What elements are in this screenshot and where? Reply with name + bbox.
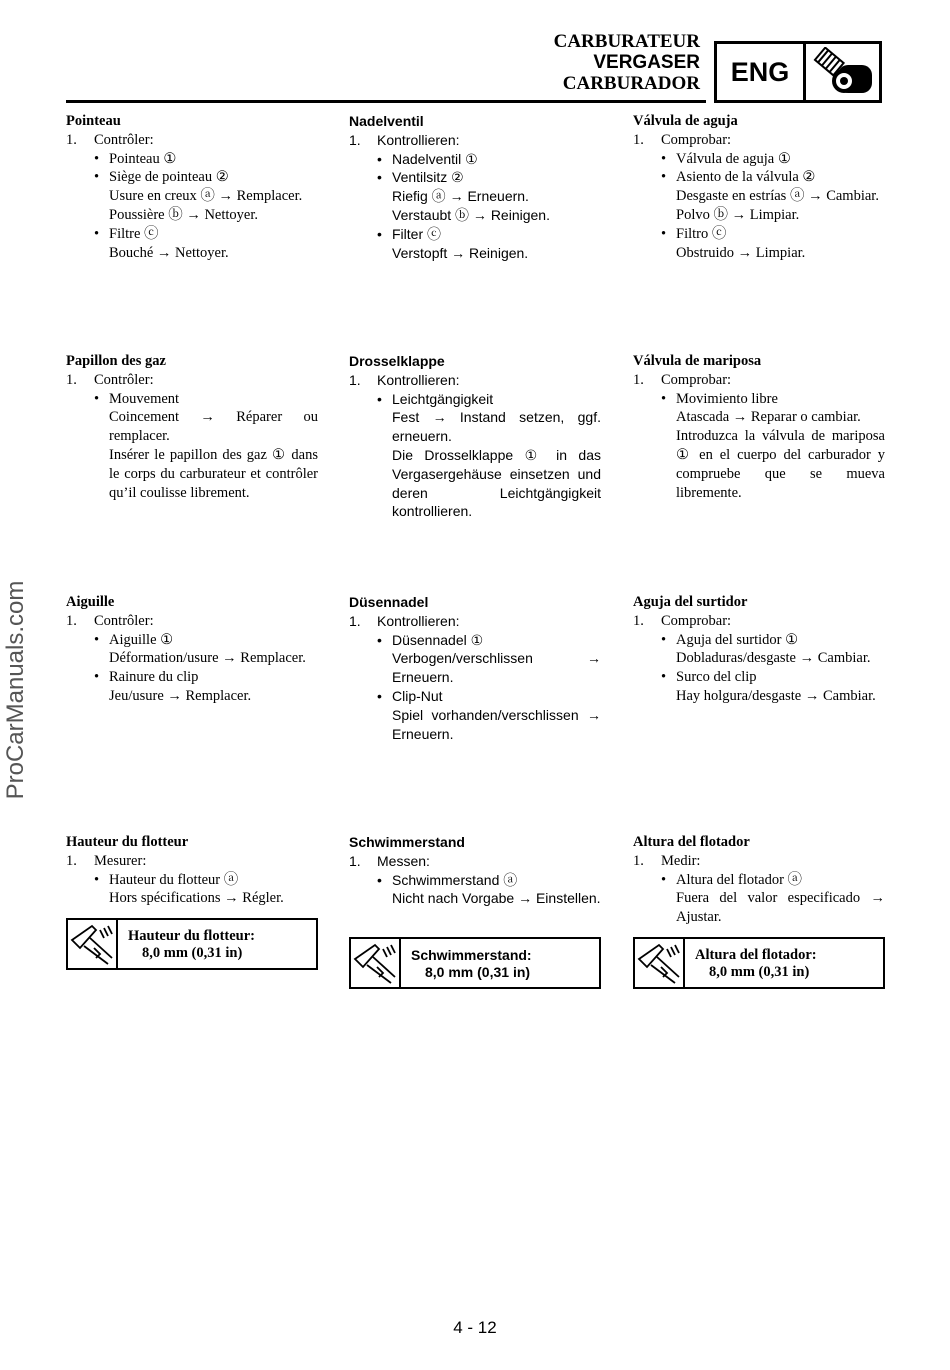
section-needle-valve: [633, 112, 885, 262]
step: 1. Contrôler:: [66, 371, 154, 388]
spec-box: [633, 937, 885, 989]
page-number: 4 - 12: [453, 1318, 497, 1337]
caliper-icon: [635, 939, 685, 987]
bullet-item: • Asiento de la válvula ②: [661, 169, 816, 186]
section-title: Altura del flotador: [633, 834, 750, 850]
detail-line: Verstaubt ⓑ → Reinigen.: [392, 206, 550, 223]
bullet-item: • Rainure du clip: [94, 669, 199, 686]
bullet-item: • Válvula de aguja ①: [661, 150, 791, 167]
section-title: Aiguille: [66, 594, 115, 610]
detail-line: Nicht nach Vorgabe → Einstellen.: [392, 890, 601, 907]
eng-badge: [714, 41, 882, 103]
section-title: Schwimmerstand: [349, 834, 465, 850]
detail-line: Insérer le papillon des gaz ① dans le corps du carburateur et contrôler qu’il coulisse librement.: [109, 446, 318, 501]
bullet-item: • Ventilsitz ②: [377, 169, 464, 186]
section-jet-needle: [633, 593, 885, 706]
detail-line: Hay holgura/desgaste → Cambiar.: [676, 687, 876, 704]
detail-line: Polvo ⓑ → Limpiar.: [676, 206, 800, 223]
bullet-item: • Mouvement: [94, 390, 180, 407]
detail-line: Bouché → Nettoyer.: [109, 244, 229, 261]
section-titles: [554, 31, 700, 94]
eng-label: ENG: [717, 44, 806, 100]
bullet-item: • Aiguille ①: [94, 631, 174, 648]
section-jet-needle: [349, 593, 601, 743]
bullet-item: • Siège de pointeau ②: [94, 169, 229, 186]
bullet-item: • Pointeau ①: [94, 150, 177, 167]
section-float-height: [633, 833, 885, 927]
detail-line: Atascada → Reparar o cambiar.: [676, 409, 861, 426]
detail-line: Fuera del valor especificado → Ajustar.: [676, 890, 885, 926]
detail-line: Coincement → Réparer ou remplacer.: [109, 409, 318, 445]
section-needle-valve: [349, 112, 601, 262]
bullet-item: • Hauteur du flotteur ⓐ: [94, 871, 239, 888]
step: 1. Messen:: [349, 852, 430, 869]
section-throttle: [66, 352, 318, 502]
caliper-icon: [351, 939, 401, 987]
section-float-height: [66, 833, 318, 908]
step: 1. Kontrollieren:: [349, 612, 460, 629]
bullet-item: • Movimiento libre: [661, 390, 778, 407]
caliper-icon: [68, 920, 118, 968]
spec-label: Altura del flotador:: [695, 947, 817, 963]
step: 1. Comprobar:: [633, 131, 732, 148]
step: 1. Mesurer:: [66, 852, 147, 869]
bullet-item: • Filtre ⓒ: [94, 225, 159, 242]
section-float-height: [349, 833, 601, 908]
detail-line: Poussière ⓑ → Nettoyer.: [109, 206, 259, 223]
step: 1. Comprobar:: [633, 612, 732, 629]
section-title: Nadelventil: [349, 113, 424, 129]
step: 1. Kontrollieren:: [349, 131, 460, 148]
step: 1. Medir:: [633, 852, 701, 869]
spec-value: 8,0 mm (0,31 in): [142, 945, 243, 961]
section-throttle: [633, 352, 885, 502]
section-title: Pointeau: [66, 113, 121, 129]
bullet-item: • Surco del clip: [661, 669, 757, 686]
detail-line: Fest → Instand setzen, ggf. erneuern.: [392, 409, 601, 445]
bullet-item: • Nadelventil ①: [377, 150, 478, 167]
bullet-item: • Schwimmerstand ⓐ: [377, 871, 518, 888]
section-title: Válvula de mariposa: [633, 353, 762, 369]
detail-line: Jeu/usure → Remplacer.: [109, 687, 252, 704]
section-jet-needle: [66, 593, 318, 706]
detail-line: Déformation/usure → Remplacer.: [109, 650, 306, 667]
spec-text: [118, 920, 255, 968]
detail-line: Obstruido → Limpiar.: [676, 244, 806, 261]
title-de: VERGASER: [593, 52, 700, 73]
detail-line: Verstopft → Reinigen.: [392, 244, 529, 261]
section-title: Drosselklappe: [349, 353, 445, 369]
bullet-item: • Filter ⓒ: [377, 225, 441, 242]
spec-value: 8,0 mm (0,31 in): [425, 964, 531, 980]
bullet-item: • Düsennadel ①: [377, 631, 484, 648]
spec-box: [66, 918, 318, 970]
title-es: CARBURADOR: [562, 73, 700, 94]
step: 1. Contrôler:: [66, 131, 154, 148]
section-title: Hauteur du flotteur: [66, 834, 189, 850]
bullet-item: • Aguja del surtidor ①: [661, 631, 799, 648]
step: 1. Comprobar:: [633, 371, 732, 388]
section-throttle: [349, 352, 601, 521]
section-title: Papillon des gaz: [66, 353, 166, 369]
detail-line: Spiel vorhanden/verschlissen → Erneuern.: [392, 706, 601, 742]
spec-text: [685, 939, 817, 987]
section-needle-valve: [66, 112, 318, 262]
detail-line: Verbogen/verschlissen → Erneuern.: [392, 650, 601, 686]
section-title: Válvula de aguja: [633, 113, 738, 129]
spec-text: [401, 939, 532, 987]
step: 1. Kontrollieren:: [349, 371, 460, 388]
detail-line: Usure en creux ⓐ → Remplacer.: [109, 188, 303, 205]
detail-line: Die Drosselklappe ① in das Vergasergehäuse einsetzen und deren Leichtgängigkeit kontrollieren.: [392, 446, 601, 520]
watermark-text: ProCarManuals.com: [2, 580, 29, 800]
spec-value: 8,0 mm (0,31 in): [709, 964, 810, 980]
bullet-item: • Clip-Nut: [377, 687, 443, 704]
detail-line: Dobladuras/desgaste → Cambiar.: [676, 650, 871, 667]
title-fr: CARBURATEUR: [553, 31, 700, 52]
step: 1. Contrôler:: [66, 612, 154, 629]
spec-box: [349, 937, 601, 989]
section-title: Düsennadel: [349, 594, 429, 610]
detail-line: Hors spécifications → Régler.: [109, 890, 284, 907]
detail-line: Desgaste en estrías ⓐ → Cambiar.: [676, 188, 879, 205]
detail-line: Riefig ⓐ → Erneuern.: [392, 188, 529, 205]
detail-line: Introduzca la válvula de mariposa ① en el cuerpo del carburador y compruebe que se mueva libremente.: [676, 428, 885, 501]
spec-label: Hauteur du flotteur:: [128, 928, 256, 944]
bullet-item: • Filtro ⓒ: [661, 225, 727, 242]
spec-label: Schwimmerstand:: [411, 947, 532, 963]
header-rule: [66, 100, 706, 103]
section-title: Aguja del surtidor: [633, 594, 748, 610]
bullet-item: • Altura del flotador ⓐ: [661, 871, 803, 888]
bullet-item: • Leichtgängigkeit: [377, 390, 494, 407]
engine-icon: [806, 44, 879, 100]
